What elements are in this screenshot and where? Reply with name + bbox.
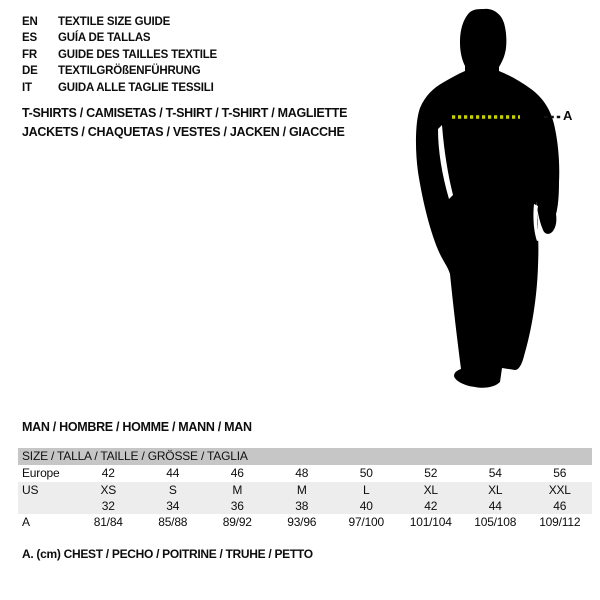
table-row-chest-a xyxy=(18,514,592,531)
male-silhouette-graphic xyxy=(405,4,595,396)
language-label: GUÍA DE TALLAS xyxy=(58,32,151,45)
size-cell: XL xyxy=(488,483,503,497)
size-cell: 52 xyxy=(424,466,438,480)
measurement-footnote: A. (cm) CHEST / PECHO / POITRINE / TRUHE / PETTO xyxy=(22,547,313,561)
size-cell: XS xyxy=(100,483,117,497)
size-cell: M xyxy=(232,483,243,497)
size-cell: 48 xyxy=(295,466,309,480)
size-cell: 93/96 xyxy=(287,515,317,529)
body-shape xyxy=(416,9,559,388)
language-code: FR xyxy=(22,48,37,61)
size-cell: 105/108 xyxy=(474,515,517,529)
category-list xyxy=(22,104,347,141)
size-cell: 50 xyxy=(359,466,373,480)
row-label: A xyxy=(22,515,30,529)
language-row-es xyxy=(22,30,217,46)
size-cell: 46 xyxy=(553,499,567,513)
language-code: EN xyxy=(22,16,38,28)
row-label xyxy=(18,498,76,514)
row-label: US xyxy=(22,483,39,497)
language-code: DE xyxy=(22,65,38,78)
language-list xyxy=(22,14,217,96)
size-cell: 89/92 xyxy=(222,515,252,529)
language-label: GUIDE DES TAILLES TEXTILE xyxy=(58,48,217,61)
category-tshirts: T-SHIRTS / CAMISETAS / T-SHIRT / T-SHIRT / MAGLIETTE xyxy=(22,106,348,120)
size-cell: XXL xyxy=(548,483,571,497)
language-code: ES xyxy=(22,32,37,45)
size-cell: 85/88 xyxy=(158,515,188,529)
row-label: Europe xyxy=(22,466,60,480)
size-cell: 101/104 xyxy=(409,515,452,529)
language-label: GUIDA ALLE TAGLIE TESSILI xyxy=(58,81,214,94)
size-cell: 97/100 xyxy=(348,515,384,529)
category-jackets: JACKETS / CHAQUETAS / VESTES / JACKEN / GIACCHE xyxy=(22,124,345,139)
male-silhouette-figure xyxy=(405,4,595,396)
table-row-europe xyxy=(18,465,592,482)
size-cell: 56 xyxy=(553,466,567,480)
size-cell: 81/84 xyxy=(93,515,123,529)
size-cell: 32 xyxy=(101,499,115,513)
table-row-us-numeric xyxy=(18,498,592,514)
language-row-fr xyxy=(22,47,217,63)
size-cell: 38 xyxy=(295,499,309,513)
section-title-man: MAN / HOMBRE / HOMME / MANN / MAN xyxy=(22,420,252,434)
size-cell: XL xyxy=(423,483,438,497)
size-cell: 54 xyxy=(488,466,502,480)
language-code: IT xyxy=(22,81,32,94)
size-cell: 44 xyxy=(488,499,502,513)
size-cell: 42 xyxy=(101,466,115,480)
size-cell: 34 xyxy=(166,499,180,513)
language-label: TEXTILE SIZE GUIDE xyxy=(58,16,171,28)
size-cell: 44 xyxy=(166,466,180,480)
size-table-header: SIZE / TALLA / TAILLE / GRÖSSE / TAGLIA xyxy=(18,448,592,465)
size-cell: S xyxy=(168,483,177,497)
language-row-it xyxy=(22,80,217,96)
size-cell: 46 xyxy=(230,466,244,480)
language-row-de xyxy=(22,63,217,79)
table-row-us-letters xyxy=(18,482,592,498)
size-table xyxy=(18,448,592,531)
size-cell: M xyxy=(296,483,307,497)
language-row-en xyxy=(22,14,217,30)
size-cell: 42 xyxy=(424,499,438,513)
size-cell: 36 xyxy=(230,499,244,513)
size-cell: 40 xyxy=(359,499,373,513)
language-label: TEXTILGRÖßENFÜHRUNG xyxy=(58,65,201,78)
measure-label-a: A xyxy=(563,108,573,123)
size-cell: 109/112 xyxy=(539,515,581,529)
size-cell: L xyxy=(363,483,370,497)
